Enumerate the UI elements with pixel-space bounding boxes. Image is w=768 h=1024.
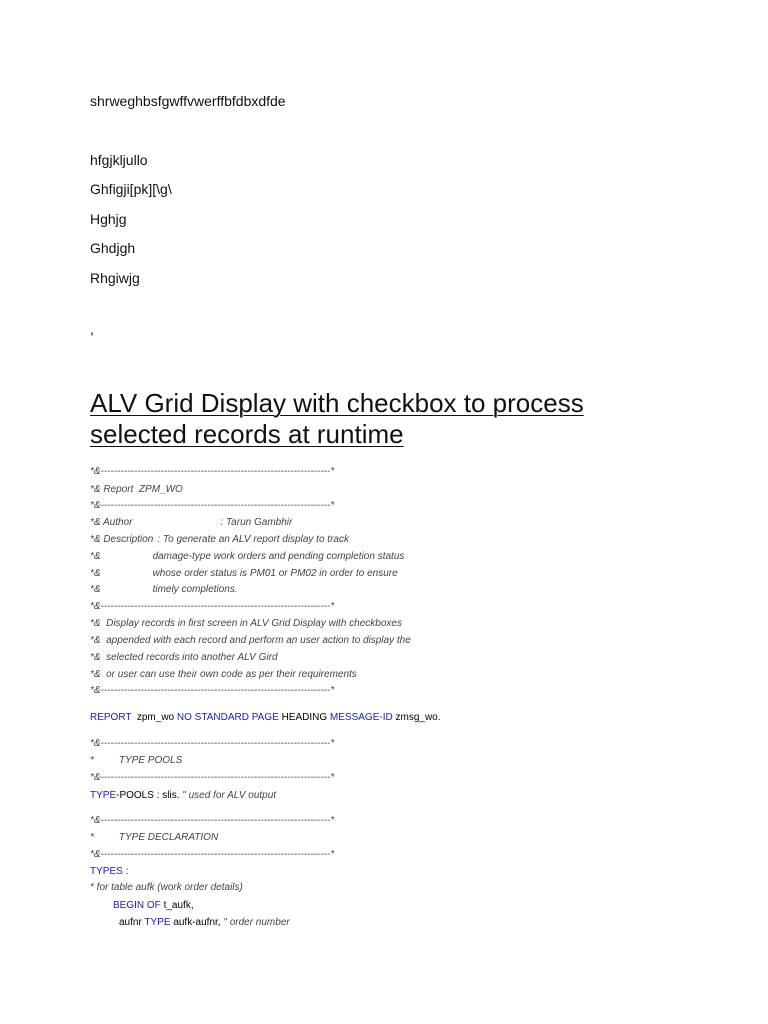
comment-report: *& Report ZPM_WO bbox=[90, 484, 183, 495]
keyword-report: REPORT bbox=[90, 712, 132, 723]
message-class: zmsg_wo. bbox=[395, 712, 441, 723]
page-title: ALV Grid Display with checkbox to process selected records at runtime bbox=[90, 388, 584, 449]
comment-divider: *&---------------------------------------------------------------------* bbox=[90, 772, 335, 783]
type-pools-comment: " used for ALV output bbox=[182, 790, 277, 801]
type-pools-statement bbox=[90, 790, 276, 801]
intro-line-6: Rhgiwjg bbox=[90, 270, 140, 286]
keyword-type: TYPE bbox=[144, 917, 171, 928]
keyword-types: TYPES bbox=[90, 866, 123, 877]
intro-line-4: Hghjg bbox=[90, 211, 127, 227]
type-pools-text: -POOLS : slis. bbox=[116, 790, 180, 801]
intro-line-1: shrweghbsfgwffvwerffbfdbxdfde bbox=[90, 93, 286, 109]
intro-line-5: Ghdjgh bbox=[90, 240, 136, 256]
desc-value: : To generate an ALV report display to track bbox=[157, 534, 349, 545]
comment-author bbox=[90, 517, 292, 528]
aufk-comment: * for table aufk (work order details) bbox=[90, 882, 243, 893]
field-name: aufnr bbox=[119, 917, 142, 928]
comment-divider: *&---------------------------------------------------------------------* bbox=[90, 815, 335, 826]
report-name: zpm_wo bbox=[136, 712, 175, 723]
begin-of-statement bbox=[113, 900, 194, 911]
type-declaration-label: * TYPE DECLARATION bbox=[90, 832, 219, 843]
keyword-heading: HEADING bbox=[281, 712, 328, 723]
comment-divider: *&---------------------------------------------------------------------* bbox=[90, 500, 335, 511]
comment-desc-2: *& damage-type work orders and pending completion status bbox=[90, 551, 405, 562]
keyword-message-id: MESSAGE-ID bbox=[329, 712, 393, 723]
comment-divider: *&---------------------------------------------------------------------* bbox=[90, 849, 335, 860]
comment-note-1: *& Display records in first screen in ALV Grid Display with checkboxes bbox=[90, 618, 402, 629]
field-comment: " order number bbox=[223, 917, 290, 928]
comment-desc-4: *& timely completions. bbox=[90, 584, 238, 595]
keyword-type: TYPE bbox=[90, 790, 117, 801]
author-label: *& Author bbox=[90, 517, 133, 528]
field-type: aufk-aufnr, bbox=[173, 917, 221, 928]
comment-divider: *&---------------------------------------------------------------------* bbox=[90, 466, 335, 477]
keyword-begin-of: BEGIN OF bbox=[113, 900, 161, 911]
types-statement: TYPES : bbox=[90, 866, 129, 877]
struct-name: t_aufk, bbox=[163, 900, 194, 911]
type-pools-label: * TYPE POOLS bbox=[90, 755, 183, 766]
comment-description bbox=[90, 534, 349, 545]
keyword-no-standard-page: NO STANDARD PAGE bbox=[176, 712, 279, 723]
intro-line-7: , bbox=[90, 321, 94, 337]
comment-note-2: *& appended with each record and perform an user action to display the bbox=[90, 635, 411, 646]
field-aufnr bbox=[119, 917, 290, 928]
comment-note-3: *& selected records into another ALV Gird bbox=[90, 652, 278, 663]
comment-divider: *&---------------------------------------------------------------------* bbox=[90, 738, 335, 749]
comment-note-4: *& or user can use their own code as per their requirements bbox=[90, 669, 357, 680]
comment-desc-3: *& whose order status is PM01 or PM02 in order to ensure bbox=[90, 568, 398, 579]
intro-line-2: hfgjkljullo bbox=[90, 152, 148, 168]
comment-divider: *&---------------------------------------------------------------------* bbox=[90, 685, 335, 696]
intro-line-3: Ghfigji[pk][\g\ bbox=[90, 181, 172, 197]
report-statement bbox=[90, 712, 441, 723]
author-value: : Tarun Gambhir bbox=[220, 517, 293, 528]
comment-divider: *&---------------------------------------------------------------------* bbox=[90, 601, 335, 612]
desc-label: *& Description bbox=[90, 534, 154, 545]
